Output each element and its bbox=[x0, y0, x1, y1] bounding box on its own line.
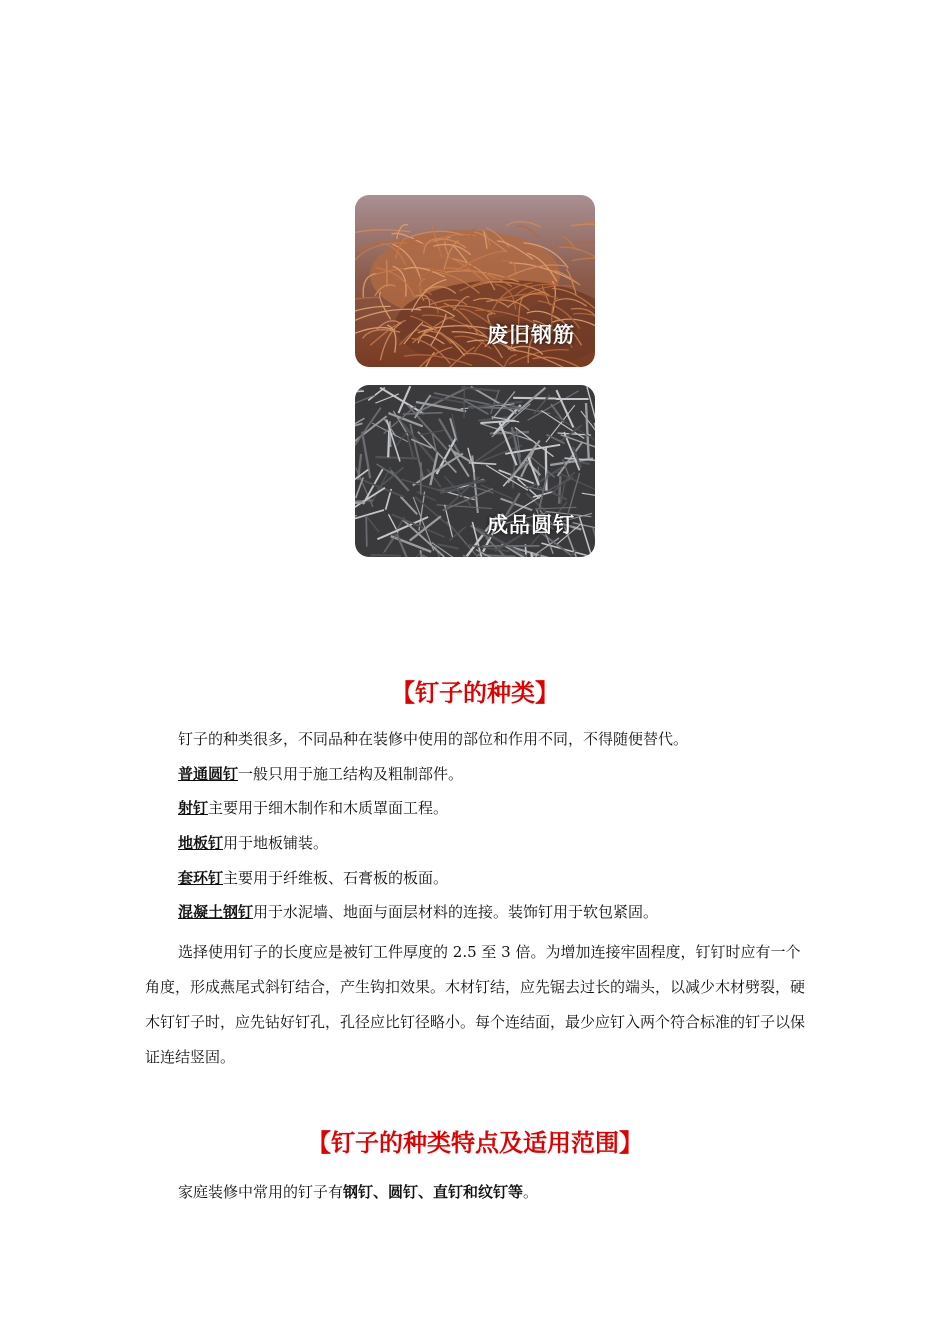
nail-shape bbox=[371, 555, 401, 556]
list-item bbox=[145, 866, 810, 890]
intro-text: 家庭装修中常用的钉子有 bbox=[178, 1183, 344, 1201]
rebar-strand bbox=[386, 260, 387, 287]
term-shot-nail: 射钉 bbox=[178, 799, 209, 817]
intro-paragraph: 钉子的种类很多，不同品种在装修中使用的部位和作用不同，不得随便替代。 bbox=[178, 730, 689, 748]
term-common-nail: 普通圆钉 bbox=[178, 765, 239, 783]
term-desc: 一般只用于施工结构及粗制部件。 bbox=[238, 765, 464, 783]
scrap-rebar-caption: 废旧钢筋 bbox=[487, 323, 575, 347]
intro-bold-text: 钢钉、圆钉、直钉和纹钉等 bbox=[343, 1183, 524, 1201]
nail-shape bbox=[366, 517, 367, 547]
scrap-rebar-photo bbox=[355, 195, 595, 367]
round-nails-caption: 成品圆钉 bbox=[487, 513, 575, 537]
term-desc: 用于水泥墙、地面与面层材料的连接。装饰钉用于软包紧固。 bbox=[253, 903, 659, 921]
term-desc: 主要用于细木制作和木质罩面工程。 bbox=[208, 799, 449, 817]
term-floor-nail: 地板钉 bbox=[178, 834, 224, 852]
list-item bbox=[145, 831, 810, 855]
section-heading-nail-types: 【钉子的种类】 bbox=[391, 679, 559, 707]
section2-intro bbox=[145, 1180, 810, 1204]
section-heading-nail-features: 【钉子的种类特点及适用范围】 bbox=[307, 1129, 643, 1157]
nail-shape bbox=[355, 503, 365, 504]
term-desc: 主要用于纤维板、石膏板的板面。 bbox=[223, 869, 449, 887]
list-item bbox=[145, 762, 810, 786]
list-item bbox=[145, 796, 810, 820]
term-desc: 用于地板铺装。 bbox=[223, 834, 329, 852]
nail-shape bbox=[390, 421, 391, 447]
term-ring-nail: 套环钉 bbox=[178, 869, 224, 887]
list-item bbox=[145, 900, 810, 924]
nail-shape bbox=[546, 447, 547, 490]
intro-end: 。 bbox=[523, 1183, 539, 1201]
round-nails-photo bbox=[355, 385, 595, 557]
term-concrete-nail: 混凝土钢钉 bbox=[178, 903, 254, 921]
nail-shape bbox=[559, 476, 560, 504]
usage-paragraph: 选择使用钉子的长度应是被钉工件厚度的 2.5 至 3 倍。为增加连接牢固程度，钉钉时应有一个角度，形成燕尾式斜钉结合，产生钩扣效果。木材钉结，应先锯去过长的端头，以减少木材劈裂，硬木钉钉子时，应先钻好钉孔，孔径应比钉径略小。每个连结面，最少应钉入两个符合标准的钉子以保证连结竖固。 bbox=[145, 943, 806, 1066]
nail-shape bbox=[538, 467, 539, 490]
